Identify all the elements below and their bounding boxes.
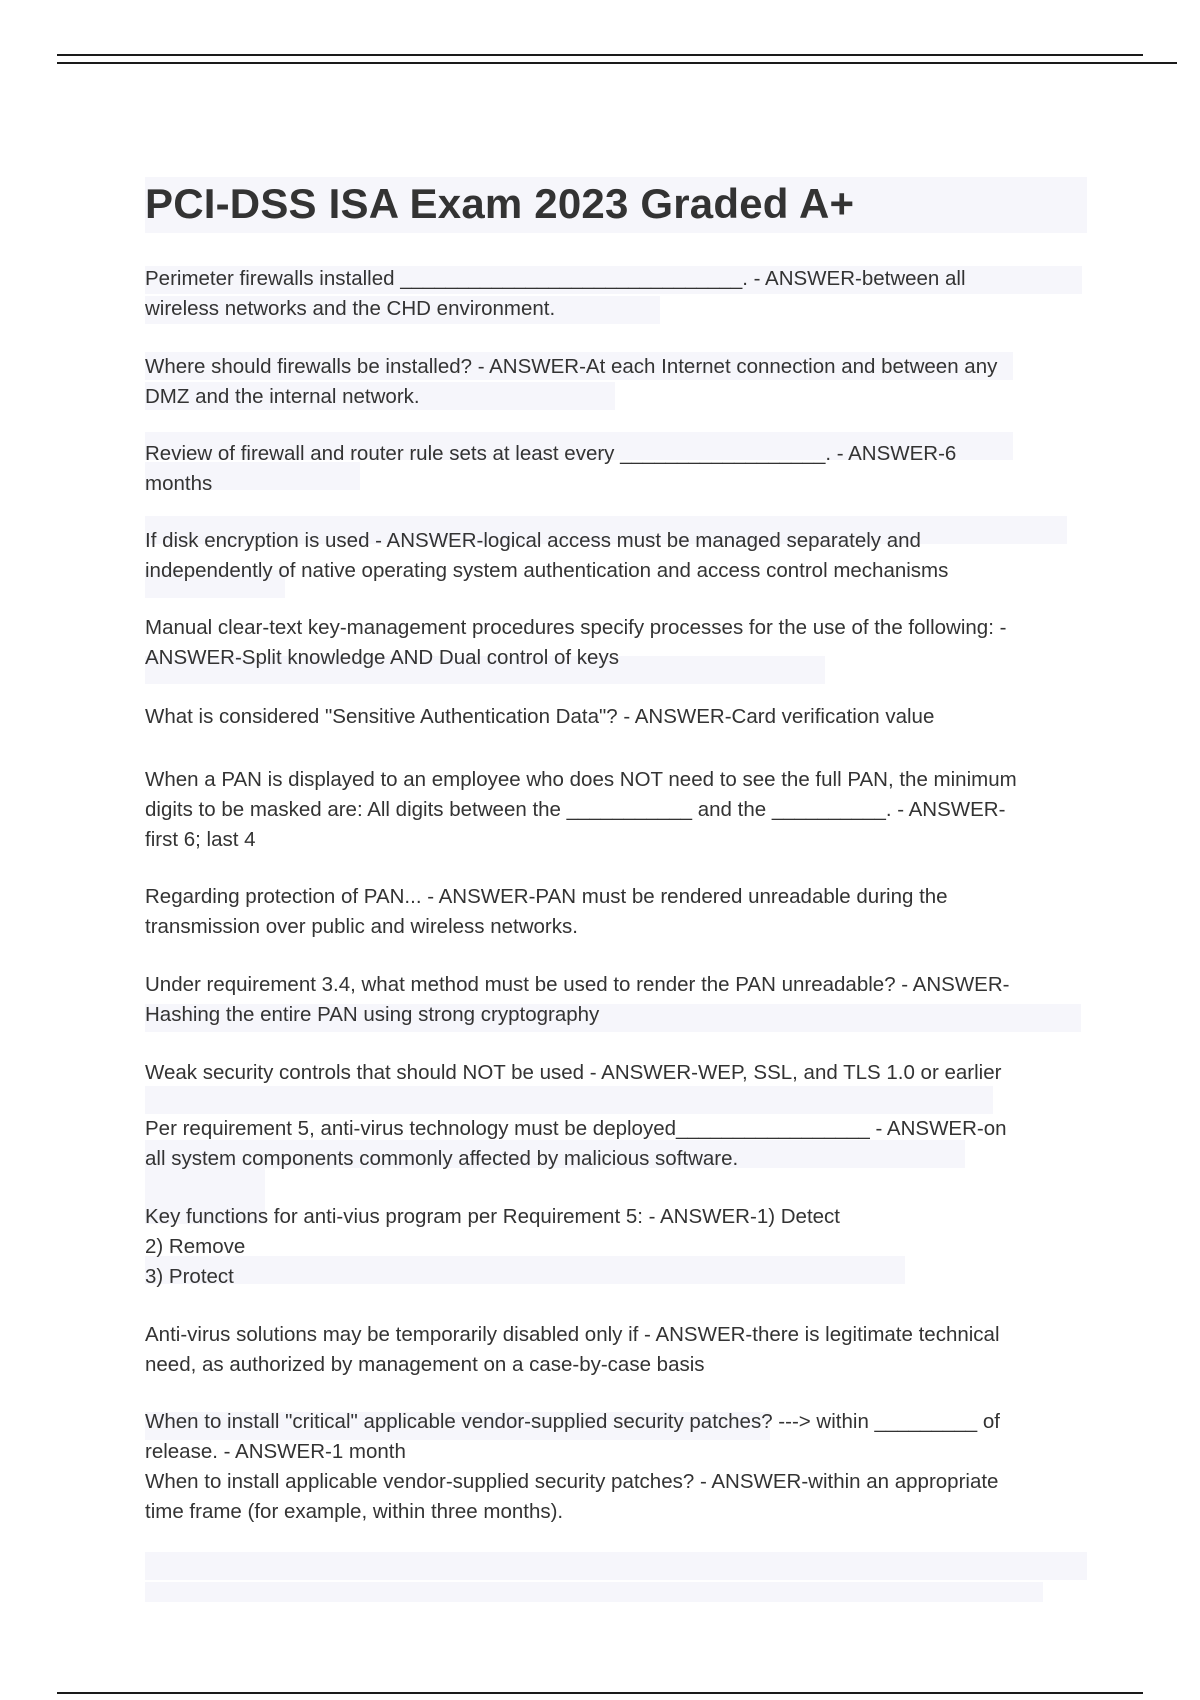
qa-line: DMZ and the internal network. bbox=[145, 385, 420, 408]
qa-item-12 bbox=[145, 1202, 1085, 1292]
line-highlight bbox=[145, 1552, 1087, 1580]
qa-line: release. - ANSWER-1 month bbox=[145, 1440, 406, 1463]
qa-line: Per requirement 5, anti-virus technology must be deployed_________________ - ANSWER-on bbox=[145, 1117, 1007, 1140]
qa-line: When to install "critical" applicable vendor-supplied security patches? ---> within _________ of bbox=[145, 1410, 1000, 1433]
qa-line: digits to be masked are: All digits between the ___________ and the __________. - ANSWER- bbox=[145, 798, 1006, 821]
page-title: PCI-DSS ISA Exam 2023 Graded A+ bbox=[145, 180, 855, 227]
qa-line: When to install applicable vendor-supplied security patches? - ANSWER-within an appropriate bbox=[145, 1470, 999, 1493]
qa-item-1 bbox=[145, 264, 1085, 324]
qa-line: months bbox=[145, 472, 213, 495]
qa-line: If disk encryption is used - ANSWER-logical access must be managed separately and bbox=[145, 529, 921, 552]
qa-line: Under requirement 3.4, what method must be used to render the PAN unreadable? - ANSWER- bbox=[145, 973, 1010, 996]
qa-item-13 bbox=[145, 1320, 1085, 1380]
qa-line: Weak security controls that should NOT be used - ANSWER-WEP, SSL, and TLS 1.0 or earlier bbox=[145, 1061, 1002, 1084]
line-highlight bbox=[145, 1582, 1043, 1602]
qa-item-6 bbox=[145, 702, 1085, 732]
qa-line: Key functions for anti-vius program per Requirement 5: - ANSWER-1) Detect bbox=[145, 1205, 840, 1228]
qa-item-5 bbox=[145, 613, 1085, 673]
qa-item-8 bbox=[145, 882, 1085, 942]
qa-line: When a PAN is displayed to an employee who does NOT need to see the full PAN, the minimum bbox=[145, 768, 1017, 791]
qa-item-2 bbox=[145, 352, 1085, 412]
bottom-rule bbox=[57, 1692, 1143, 1694]
qa-item-4 bbox=[145, 526, 1085, 586]
qa-line: Where should firewalls be installed? - ANSWER-At each Internet connection and between any bbox=[145, 355, 998, 378]
qa-line: Hashing the entire PAN using strong cryptography bbox=[145, 1003, 600, 1026]
qa-item-14 bbox=[145, 1407, 1085, 1527]
qa-line: 3) Protect bbox=[145, 1265, 234, 1288]
qa-line: ANSWER-Split knowledge AND Dual control of keys bbox=[145, 646, 619, 669]
qa-line: time frame (for example, within three months). bbox=[145, 1500, 564, 1523]
qa-line: transmission over public and wireless networks. bbox=[145, 915, 578, 938]
qa-line: Anti-virus solutions may be temporarily disabled only if - ANSWER-there is legitimate technical bbox=[145, 1323, 1000, 1346]
qa-line: Manual clear-text key-management procedures specify processes for the use of the following: - bbox=[145, 616, 1007, 639]
qa-line: need, as authorized by management on a case-by-case basis bbox=[145, 1353, 705, 1376]
qa-item-9 bbox=[145, 970, 1085, 1030]
qa-line: What is considered "Sensitive Authentication Data"? - ANSWER-Card verification value bbox=[145, 705, 935, 728]
qa-line: Regarding protection of PAN... - ANSWER-PAN must be rendered unreadable during the bbox=[145, 885, 948, 908]
top-rule-secondary bbox=[57, 62, 1177, 64]
qa-line: Perimeter firewalls installed ______________________________. - ANSWER-between all bbox=[145, 267, 966, 290]
qa-line: independently of native operating system authentication and access control mechanisms bbox=[145, 559, 949, 582]
qa-line: all system components commonly affected by malicious software. bbox=[145, 1147, 739, 1170]
qa-line: 2) Remove bbox=[145, 1235, 246, 1258]
qa-line: wireless networks and the CHD environment. bbox=[145, 297, 556, 320]
qa-item-7 bbox=[145, 765, 1085, 855]
top-rule bbox=[57, 54, 1143, 56]
qa-line: first 6; last 4 bbox=[145, 828, 256, 851]
qa-item-11 bbox=[145, 1114, 1085, 1174]
qa-item-10 bbox=[145, 1058, 1085, 1088]
line-highlight bbox=[145, 1086, 993, 1114]
qa-item-3 bbox=[145, 439, 1085, 499]
qa-line: Review of firewall and router rule sets at least every __________________. - ANSWER-6 bbox=[145, 442, 957, 465]
